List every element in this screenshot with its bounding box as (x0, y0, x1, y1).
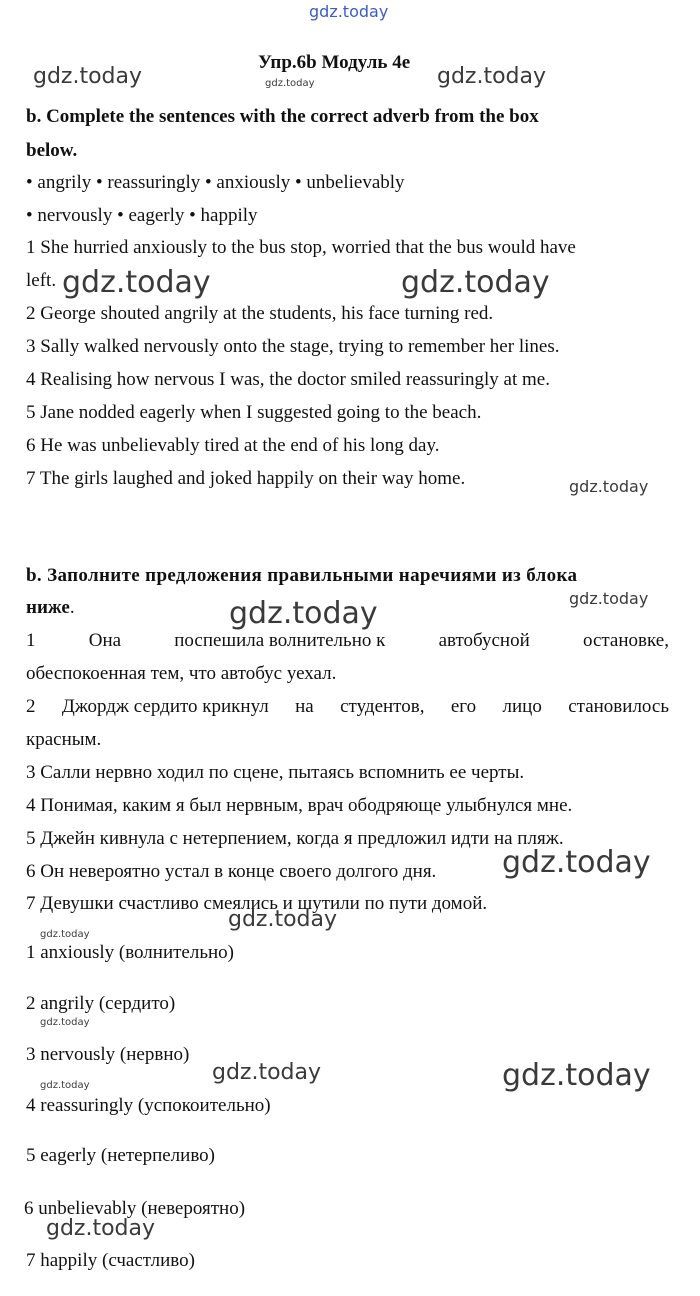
answer-item: 3 nervously (нервно) (26, 1044, 190, 1065)
russian-s1-word: автобусной (438, 630, 530, 651)
russian-sentence-2 (26, 696, 669, 718)
watermark: gdz.today (401, 265, 550, 300)
answer-item: 7 happily (счастливо) (26, 1250, 195, 1271)
answer-item: 1 anxiously (волнительно) (26, 942, 234, 963)
russian-sentence-2-cont: красным. (26, 729, 102, 750)
watermark: gdz.today (502, 1058, 651, 1093)
english-sentence-2: 2 George shouted angrily at the students, his face turning red. (26, 303, 494, 324)
russian-heading-word: ниже (26, 597, 70, 618)
russian-sentence-1-cont: обеспокоенная тем, что автобус уехал. (26, 663, 337, 684)
russian-sentence-7: 7 Девушки счастливо смеялись и шутили по пути домой. (26, 893, 488, 914)
watermark: gdz.today (569, 477, 649, 496)
watermark: gdz.today (62, 265, 211, 300)
russian-sentence-4: 4 Понимая, каким я был нервным, врач ободряюще улыбнулся мне. (26, 795, 573, 816)
page-title: Упр.6b Модуль 4е (258, 52, 411, 73)
russian-s2-word: Джордж сердито крикнул (61, 696, 269, 717)
watermark-top: gdz.today (309, 2, 389, 21)
word-box-line1: • angrily • reassuringly • anxiously • unbelievably (26, 172, 405, 193)
english-sentence-5: 5 Jane nodded eagerly when I suggested going to the beach. (26, 402, 482, 423)
russian-s2-word: становилось (568, 696, 669, 717)
russian-sentence-6: 6 Он невероятно устал в конце своего долгого дня. (26, 861, 437, 882)
russian-sentence-5: 5 Джейн кивнула с нетерпением, когда я предложил идти на пляж. (26, 828, 564, 849)
watermark: gdz.today (437, 64, 547, 89)
answer-item: 2 angrily (сердито) (26, 993, 176, 1014)
russian-s1-word: 1 (26, 630, 36, 651)
watermark: gdz.today (40, 1017, 90, 1028)
russian-heading-line1: b. Заполните предложения правильными наречиями из блока (26, 565, 578, 586)
watermark: gdz.today (229, 596, 378, 631)
russian-s2-word: на (295, 696, 314, 717)
watermark: gdz.today (228, 907, 338, 932)
russian-s1-word: Она (88, 630, 122, 651)
english-heading-line1: b. Complete the sentences with the correct adverb from the box (26, 106, 539, 127)
russian-s2-word: студентов, (340, 696, 425, 717)
english-sentence-6: 6 He was unbelievably tired at the end of his long day. (26, 435, 440, 456)
english-sentence-1-cont: left. (26, 270, 57, 291)
watermark: gdz.today (40, 929, 90, 940)
word-box-line2: • nervously • eagerly • happily (26, 205, 258, 226)
answer-item: 5 eagerly (нетерпеливо) (26, 1145, 215, 1166)
russian-sentence-1 (26, 630, 669, 652)
russian-heading-line2 (26, 597, 75, 619)
english-sentence-3: 3 Sally walked nervously onto the stage, trying to remember her lines. (26, 336, 560, 357)
watermark: gdz.today (265, 78, 315, 89)
watermark: gdz.today (502, 845, 651, 880)
answer-item: 6 unbelievably (невероятно) (24, 1198, 246, 1219)
watermark: gdz.today (46, 1216, 156, 1241)
russian-s1-word: поспешила волнительно к (174, 630, 386, 651)
watermark: gdz.today (212, 1060, 322, 1085)
russian-s2-word: лицо (502, 696, 542, 717)
russian-s2-word: 2 (26, 696, 36, 717)
russian-s1-word: остановке, (582, 630, 669, 651)
watermark: gdz.today (569, 589, 649, 608)
english-heading-line2: below. (26, 140, 78, 161)
watermark: gdz.today (33, 64, 143, 89)
english-sentence-1: 1 She hurried anxiously to the bus stop, worried that the bus would have (26, 237, 576, 258)
russian-sentence-3: 3 Салли нервно ходил по сцене, пытаясь вспомнить ее черты. (26, 762, 525, 783)
answer-item: 4 reassuringly (успокоительно) (26, 1095, 271, 1116)
watermark: gdz.today (40, 1080, 90, 1091)
english-sentence-7: 7 The girls laughed and joked happily on their way home. (26, 468, 466, 489)
english-sentence-4: 4 Realising how nervous I was, the doctor smiled reassuringly at me. (26, 369, 550, 390)
russian-s2-word: его (450, 696, 477, 717)
russian-heading-period: . (69, 597, 75, 618)
